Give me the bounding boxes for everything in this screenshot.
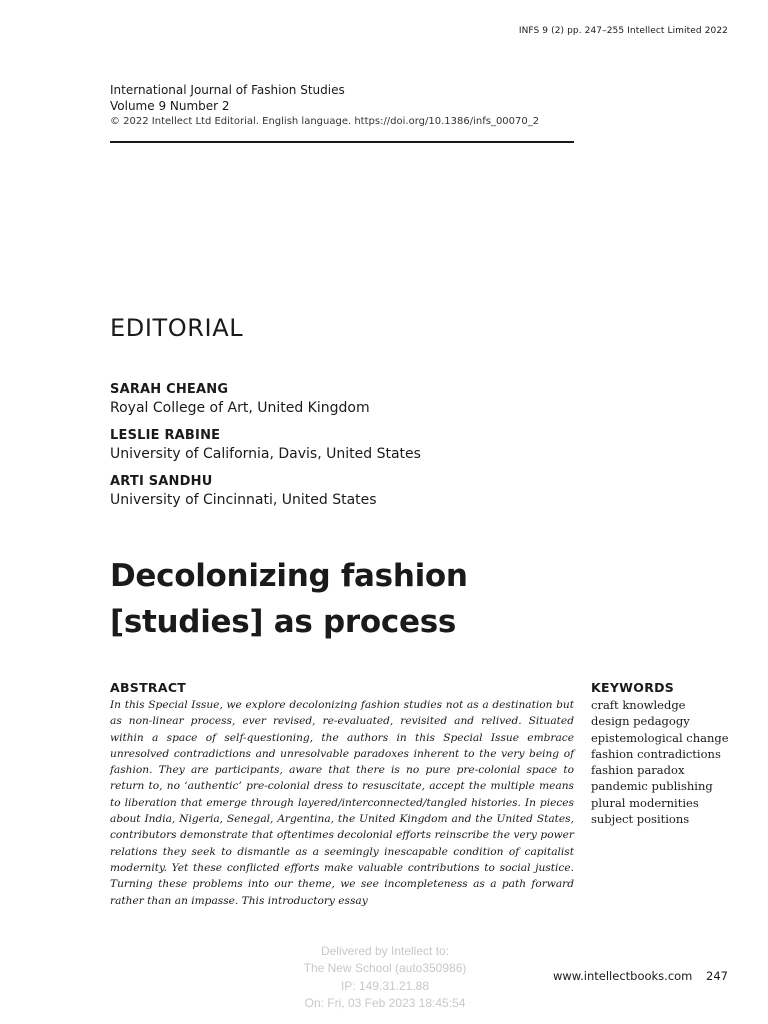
publisher-website: www.intellectbooks.com (552, 969, 693, 983)
author-name: LESLIE RABINE (110, 428, 221, 443)
keyword-item: plural modernities (591, 795, 699, 810)
keyword-item: epistemological change (591, 730, 729, 745)
article-title (110, 553, 570, 645)
watermark-line: The New School (auto350986) (303, 961, 467, 976)
abstract-text: In this Special Issue, we explore decolonizing fashion studies not as a destination but as non-linear process, ever revised, re-evaluated, revisited and relived. Situated within a space of self-questioning, the authors in this Special Issue embrace unresolved contradictions and unresolvable paradoxes inherent to the very being of fashion. They are participants, aware that there is no pure pre-colonial space to return to, no ‘authentic’ pre-colonial dress to resuscitate, accept the multiple means to liberation that emerge through layered/interconnected/tangled histories. In pieces about India, Nigeria, Senegal, Argentina, the United Kingdom and the United States, contributors demonstrate that oftentimes decolonial efforts reinscribe the very power relations they seek to dismantle as a seemingly inescapable condition of capitalist modernity. Yet these conflicted efforts make valuable contributions to social justice. Turning these problems into our theme, we see incompleteness as a path forward rather than an impasse. This introductory essay (110, 699, 574, 907)
author-list (110, 381, 580, 519)
copyright-doi: © 2022 Intellect Ltd Editorial. English language. https://doi.org/10.1386/infs_00070_2 (110, 116, 540, 127)
author-entry (110, 427, 580, 463)
journal-volume: Volume 9 Number 2 (110, 99, 230, 113)
journal-info (110, 82, 574, 129)
author-name: SARAH CHEANG (110, 382, 229, 397)
page-number: 247 (706, 969, 728, 983)
running-head: INFS 9 (2) pp. 247–255 Intellect Limited 2022 (518, 26, 728, 36)
section-label: EDITORIAL (110, 314, 244, 342)
journal-name: International Journal of Fashion Studies (110, 83, 345, 97)
watermark-line: On: Fri, 03 Feb 2023 18:45:54 (304, 995, 466, 1010)
header-rule (110, 141, 574, 143)
author-name: ARTI SANDHU (110, 474, 213, 489)
author-affiliation: University of California, Davis, United States (110, 446, 421, 462)
keyword-item: craft knowledge (591, 698, 686, 712)
author-affiliation: Royal College of Art, United Kingdom (110, 400, 370, 416)
keywords-heading: KEYWORDS (591, 680, 675, 695)
watermark-line: IP: 149.31.21.88 (340, 978, 430, 993)
keyword-item: fashion contradictions (591, 746, 721, 761)
page-footer (553, 969, 728, 983)
watermark-line: Delivered by Intellect to: (320, 944, 450, 958)
keyword-item: pandemic publishing (591, 779, 713, 794)
abstract-heading: ABSTRACT (110, 680, 187, 695)
abstract-section (110, 679, 574, 909)
author-affiliation: University of Cincinnati, United States (110, 492, 377, 508)
delivery-watermark (270, 943, 500, 1012)
keyword-item: design pedagogy (591, 714, 690, 729)
keywords-section (591, 679, 751, 827)
author-entry (110, 473, 580, 509)
article-title-line-2: [studies] as process (110, 604, 457, 640)
article-title-line-1: Decolonizing fashion (110, 558, 468, 594)
keyword-item: fashion paradox (591, 763, 685, 778)
author-entry (110, 381, 580, 417)
keyword-item: subject positions (591, 812, 690, 827)
